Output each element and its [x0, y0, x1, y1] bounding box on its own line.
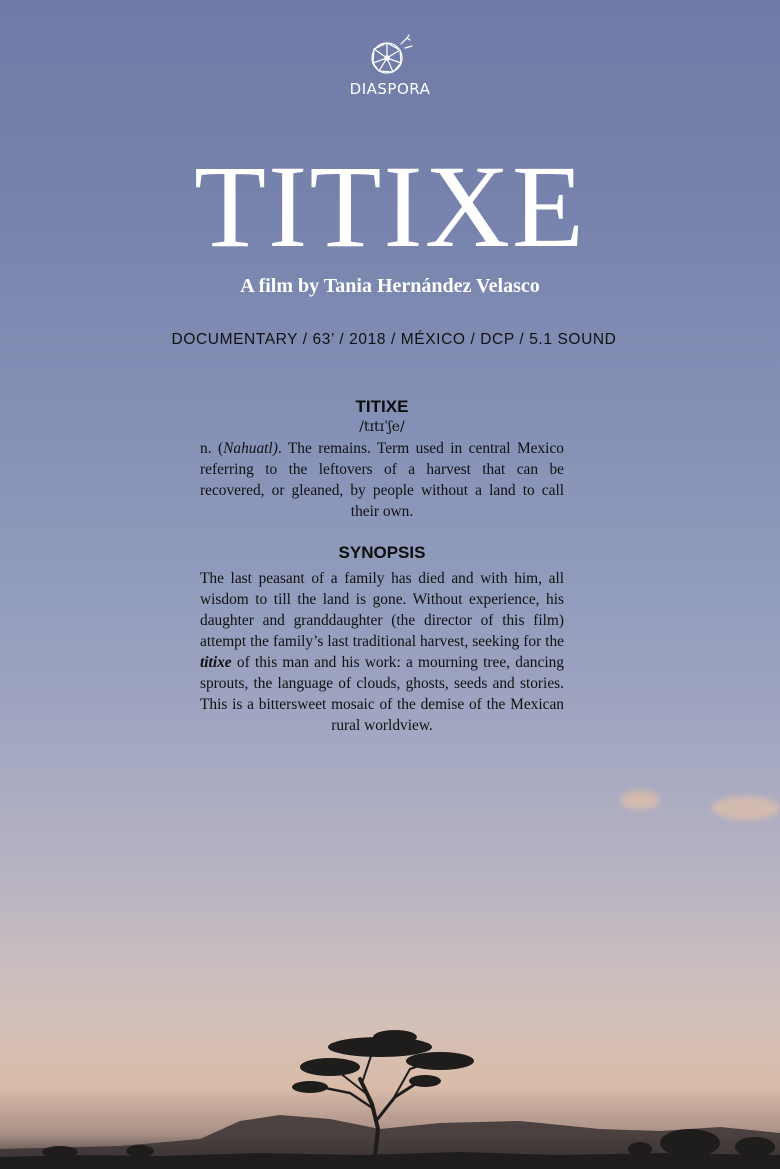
synopsis-text [200, 568, 564, 736]
film-title: TITIXE [193, 141, 587, 272]
brand-name: DIASPORA [349, 80, 431, 98]
definition-text [200, 438, 564, 522]
cloud-right [712, 796, 780, 820]
pronunciation: /tɪtɪˈʃe/ [359, 419, 405, 435]
synopsis-emphasis: titixe [200, 654, 232, 671]
landscape-silhouette [0, 1009, 780, 1169]
director-credit: A film by Tania Hernández Velasco [240, 275, 540, 297]
synopsis-body-start: The last peasant of a family has died and with him, all wisdom to till the land is gone. Without experience, his daughter and granddaughter (the director of this film) attempt the family’s last traditional harvest, seeking for the [200, 570, 564, 650]
tree-canopy [292, 1030, 474, 1093]
film-specs: DOCUMENTARY / 63’ / 2018 / MÉXICO / DCP / 5.1 SOUND [171, 331, 617, 348]
definition-heading: TITIXE [355, 397, 409, 416]
definition-language: Nahuatl) [223, 440, 278, 457]
synopsis-body-end: of this man and his work: a mourning tree, dancing sprouts, the language of clouds, ghosts, seeds and stories. This is a bittersweet mosaic of the demise of the Mexican rural worldview. [200, 654, 564, 734]
definition-section [200, 397, 564, 522]
definition-abbrev: n. ( [200, 440, 224, 457]
definition-body: . The remains. Term used in central Mexico referring to the leftovers of a harvest that can be recovered, or gleaned, by people without a land to call their own. [200, 440, 564, 520]
synopsis-section [200, 543, 564, 736]
synopsis-heading: SYNOPSIS [338, 543, 426, 562]
dandelion-seed-icon [365, 34, 415, 78]
cloud-left [620, 790, 660, 810]
brand-logo [0, 34, 780, 98]
